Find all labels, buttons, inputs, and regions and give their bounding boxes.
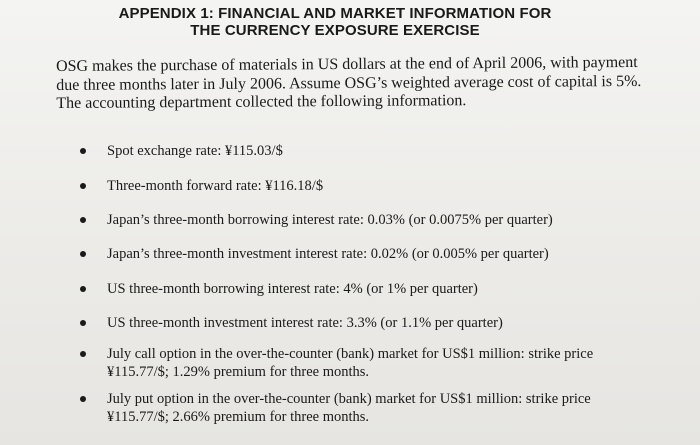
bullet-text-line-1: July call option in the over-the-counter (bank) market for US$1 million: strike price bbox=[107, 346, 594, 362]
appendix-heading-line-2: THE CURRENCY EXPOSURE EXERCISE bbox=[190, 22, 480, 39]
intro-line-3: The accounting department collected the following information. bbox=[56, 92, 467, 112]
bullet-text-line-2: ¥115.77/$; 2.66% premium for three months. bbox=[107, 409, 370, 425]
bullet-icon bbox=[80, 351, 86, 357]
bullet-text-line-2: ¥115.77/$; 1.29% premium for three months. bbox=[107, 364, 370, 380]
bullet-icon bbox=[80, 148, 86, 154]
bullet-text: US three-month borrowing interest rate: 4% (or 1% per quarter) bbox=[107, 281, 478, 297]
bullet-text: Three-month forward rate: ¥116.18/$ bbox=[107, 178, 324, 194]
bullet-icon bbox=[80, 217, 86, 223]
bullet-icon bbox=[80, 251, 86, 257]
intro-paragraph bbox=[56, 54, 671, 114]
bullet-text: Japan’s three-month investment interest rate: 0.02% (or 0.005% per quarter) bbox=[107, 246, 549, 262]
bullet-text: Japan’s three-month borrowing interest rate: 0.03% (or 0.0075% per quarter) bbox=[107, 212, 553, 228]
intro-line-2: due three months later in July 2006. Assume OSG’s weighted average cost of capital is 5%. bbox=[56, 72, 642, 94]
bullet-icon bbox=[80, 396, 86, 402]
bullet-text: US three-month investment interest rate: 3.3% (or 1.1% per quarter) bbox=[107, 315, 503, 331]
bullet-text bbox=[107, 345, 667, 381]
bullet-icon bbox=[80, 286, 86, 292]
bullet-text-line-1: July put option in the over-the-counter (bank) market for US$1 million: strike price bbox=[107, 391, 591, 407]
bullet-text: Spot exchange rate: ¥115.03/$ bbox=[107, 143, 283, 159]
intro-line-1: OSG makes the purchase of materials in US dollars at the end of April 2006, with payment bbox=[56, 53, 638, 75]
appendix-heading-line-1: APPENDIX 1: FINANCIAL AND MARKET INFORMATION FOR bbox=[118, 5, 552, 22]
bullet-text bbox=[107, 390, 667, 426]
bullet-icon bbox=[80, 320, 86, 326]
bullet-icon bbox=[80, 183, 86, 189]
